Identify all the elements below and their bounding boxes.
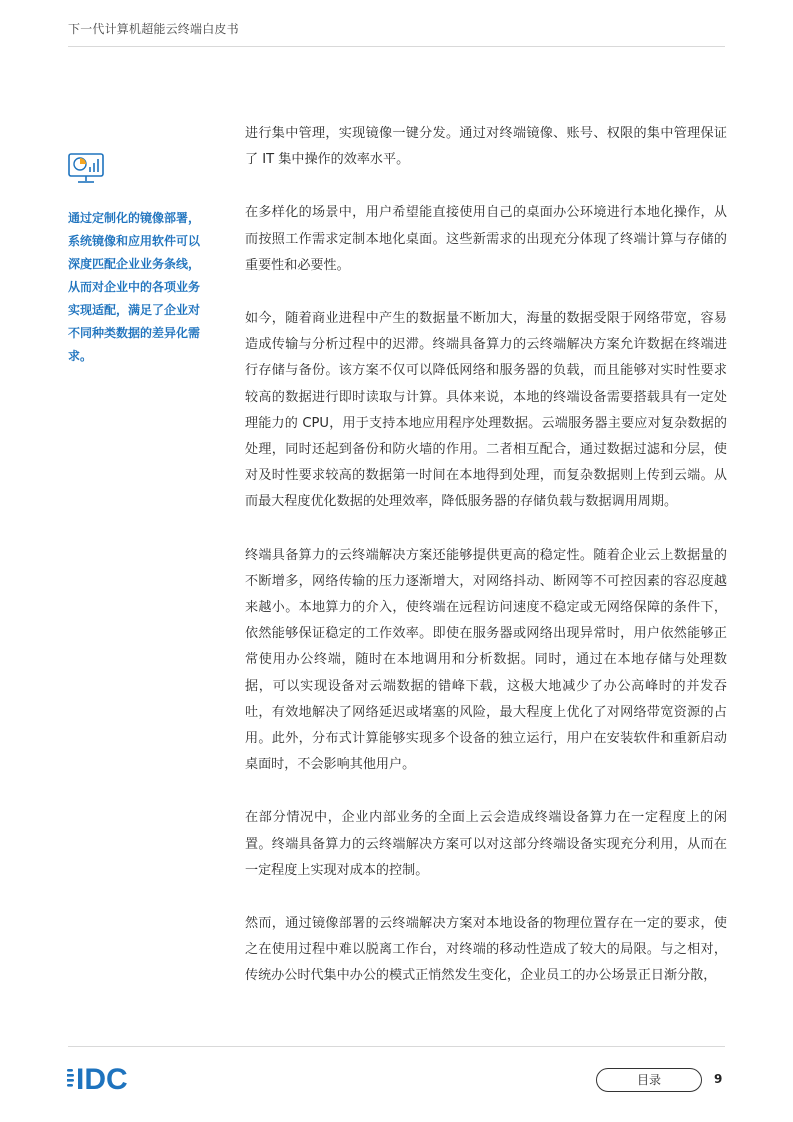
table-of-contents-button[interactable]: 目录 [596, 1068, 702, 1092]
body-paragraph: 在部分情况中，企业内部业务的全面上云会造成终端设备算力在一定程度上的闲置。终端具备算力的云终端解决方案可以对这部分终端设备实现充分利用，从而在一定程度上实现对成本的控制。 [245, 810, 727, 878]
sidebar-pull-quote: 通过定制化的镜像部署，系统镜像和应用软件可以深度匹配企业业务条线，从而对企业中的各项业务实现适配，满足了企业对不同种类数据的差异化需求。 [68, 211, 201, 363]
body-paragraph: 在多样化的场景中，用户希望能直接使用自己的桌面办公环境进行本地化操作，从而按照工作需求定制本地化桌面。这些新需求的出现充分体现了终端计算与存储的重要性和必要性。 [245, 205, 727, 273]
idc-logo-text: IDC [76, 1063, 128, 1094]
body-paragraph: 如今，随着商业进程中产生的数据量不断加大，海量的数据受限于网络带宽，容易造成传输与分析过程中的迟滞。终端具备算力的云终端解决方案允许数据在终端进行存储与备份。该方案不仅可以降低网络和服务器的负载，而且能够对实时性要求较高的数据进行即时读取与计算。具体来说，本地的终端设备需要搭载具有一定处理能力的 CPU，用于支持本地应用程序处理数据。云端服务器主要应对复杂数据的处理，同时还起到备份和防火墙的作用。二者相互配合，通过数据过滤和分层，使对及时性要求较高的数据第一时间在本地得到处理，而复杂数据则上传到云端。从而最大程度优化数据的处理效率，降低服务器的存储负载与数据调用周期。 [245, 311, 727, 510]
document-title: 下一代计算机超能云终端白皮书 [68, 22, 239, 36]
body-paragraph: 终端具备算力的云终端解决方案还能够提供更高的稳定性。随着企业云上数据量的不断增多，网络传输的压力逐渐增大，对网络抖动、断网等不可控因素的容忍度越来越小。本地算力的介入，使终端在远程访问速度不稳定或无网络保障的条件下，依然能够保证稳定的工作效率。即使在服务器或网络出现异常时，用户依然能够正常使用办公终端，随时在本地调用和分析数据。同时，通过在本地存储与处理数据，可以实现设备对云端数据的错峰下载，这极大地减少了办公高峰时的并发吞吐，有效地解决了网络延迟或堵塞的风险，最大程度上优化了对网络带宽资源的占用。此外，分布式计算能够实现多个设备的独立运行，用户在安装软件和重新启动桌面时，不会影响其他用户。 [245, 547, 727, 773]
body-paragraph: 进行集中管理，实现镜像一键分发。通过对终端镜像、账号、权限的集中管理保证了 IT 集中操作的效率水平。 [245, 126, 727, 168]
header-divider [68, 46, 725, 47]
monitor-chart-icon [67, 150, 105, 186]
idc-logo [67, 1062, 167, 1094]
page-number: 9 [714, 1072, 723, 1086]
body-paragraph: 然而，通过镜像部署的云终端解决方案对本地设备的物理位置存在一定的要求，使之在使用过程中难以脱离工作台，对终端的移动性造成了较大的局限。与之相对，传统办公时代集中办公的模式正悄然发生变化，企业员工的办公场景正日渐分散， [245, 916, 727, 984]
main-body [245, 121, 727, 1017]
footer-divider [68, 1046, 725, 1047]
